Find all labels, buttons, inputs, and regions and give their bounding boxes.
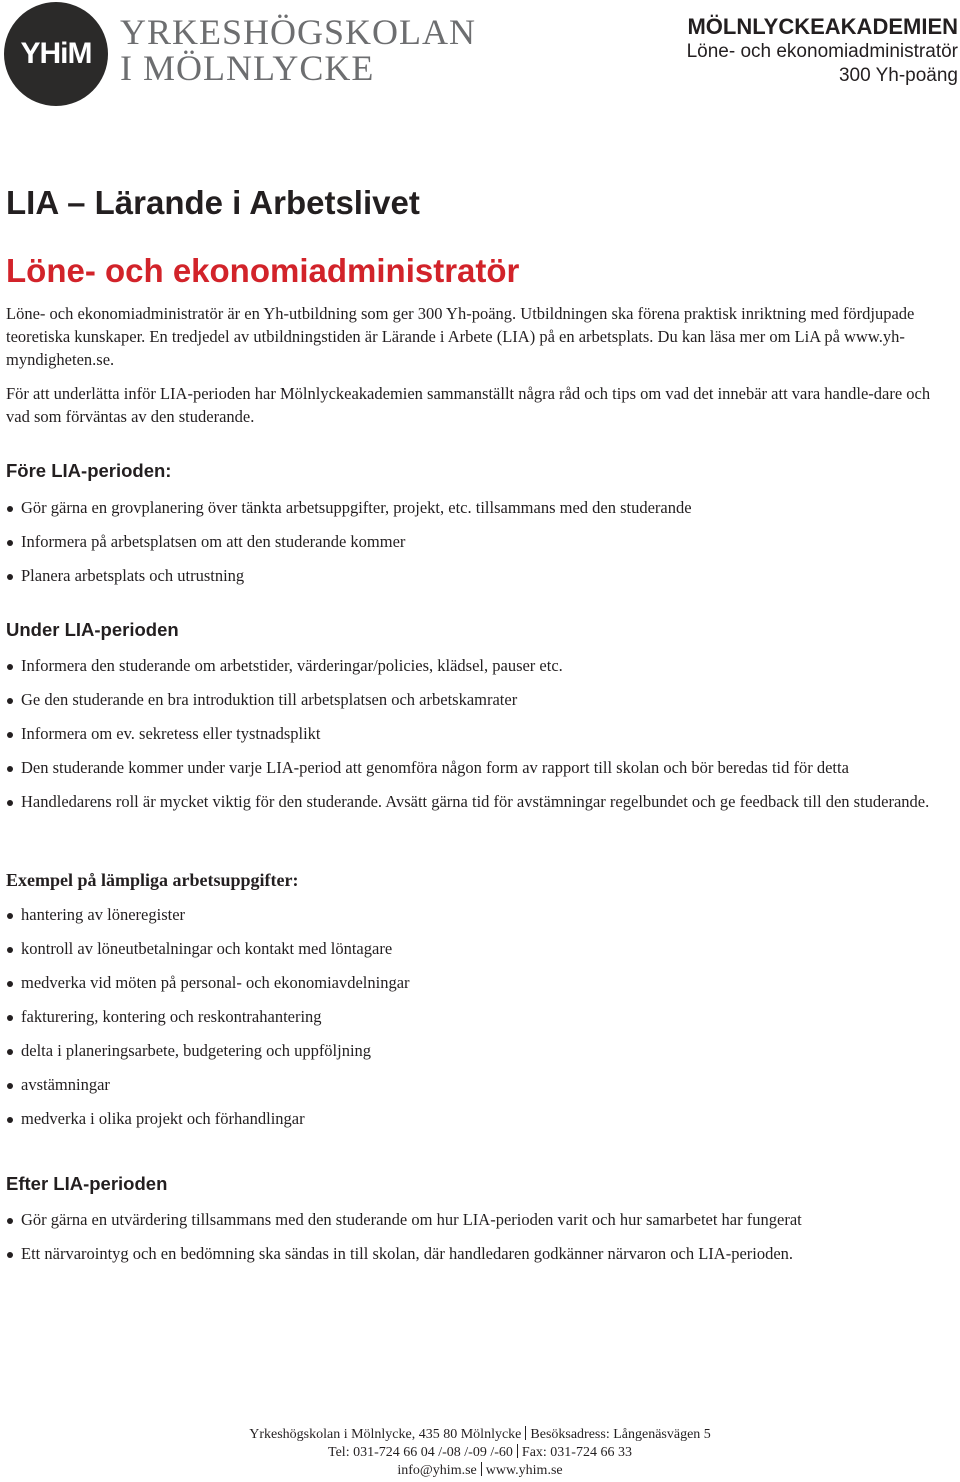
before-heading: Före LIA-perioden:: [6, 460, 172, 481]
footer-address: Yrkeshögskolan i Mölnlycke, 435 80 Mölnlycke: [249, 1427, 522, 1442]
footer-fax: Fax: 031-724 66 33: [521, 1445, 632, 1460]
footer-phone-line: [0, 1444, 960, 1462]
before-list: [6, 496, 950, 598]
footer-email-link[interactable]: info@yhim.se: [397, 1463, 477, 1478]
list-item: Ett närvarointyg och en bedömning ska sändas in till skolan, där handledaren godkänner närvaron och LIA-perioden.: [6, 1242, 950, 1265]
page-subtitle: Löne- och ekonomiadministratör: [6, 252, 520, 289]
footer-contact-line: [0, 1462, 960, 1480]
after-list: [6, 1208, 950, 1276]
program-points: 300 Yh-poäng: [838, 65, 958, 86]
examples-list: [6, 903, 950, 1141]
list-item: Informera om ev. sekretess eller tystnadsplikt: [6, 722, 950, 745]
footer-phone: Tel: 031-724 66 04 /-08 /-09 /-60: [328, 1445, 513, 1460]
school-logo: [4, 2, 494, 106]
org-name: MÖLNLYCKEAKADEMIEN: [687, 14, 958, 39]
footer-separator: [517, 1444, 518, 1458]
list-item: Gör gärna en grovplanering över tänkta arbetsuppgifter, projekt, etc. tillsammans med den studerande: [6, 496, 950, 519]
during-list: [6, 654, 950, 824]
page-title: LIA – Lärande i Arbetslivet: [6, 184, 420, 221]
footer-address-line: [0, 1426, 960, 1444]
footer: [0, 1426, 960, 1480]
list-item: hantering av löneregister: [6, 903, 950, 926]
list-item: avstämningar: [6, 1073, 950, 1096]
logo-badge: [4, 2, 108, 106]
intro-paragraph-2: För att underlätta inför LIA-perioden har Mölnlyckeakademien sammanställt några råd och tips om vad det innebär att vara handle-dare och vad som förväntas av den studerande.: [6, 384, 931, 426]
logo-line-1: YRKESHÖGSKOLAN: [120, 12, 477, 52]
list-item: Den studerande kommer under varje LIA-period att genomföra någon form av rapport till skolan och bör beredas tid för detta: [6, 756, 950, 779]
list-item: delta i planeringsarbete, budgetering och uppföljning: [6, 1039, 950, 1062]
after-heading: Efter LIA-perioden: [6, 1173, 168, 1194]
list-item: Informera på arbetsplatsen om att den studerande kommer: [6, 530, 950, 553]
footer-web-link[interactable]: www.yhim.se: [485, 1463, 563, 1478]
examples-heading: Exempel på lämpliga arbetsuppgifter:: [6, 870, 299, 890]
list-item: kontroll av löneutbetalningar och kontakt med löntagare: [6, 937, 950, 960]
footer-separator: [525, 1426, 526, 1440]
list-item: fakturering, kontering och reskontrahantering: [6, 1005, 950, 1028]
list-item: medverka i olika projekt och förhandlingar: [6, 1107, 950, 1130]
footer-visit-address: Besöksadress: Långenäsvägen 5: [530, 1427, 711, 1442]
logo-badge-text: YHiM: [20, 37, 92, 70]
intro-paragraph: Löne- och ekonomiadministratör är en Yh-utbildning som ger 300 Yh-poäng. Utbildningen ska förena praktisk inriktning med fördjupade teoretiska kunskaper. En tredjedel av utbildningstiden är Lärande i Arbete (LIA) på en arbetsplats. Du kan läsa mer om LiA på www.yh-myndigheten.se.: [6, 304, 915, 369]
list-item: Handledarens roll är mycket viktig för den studerande. Avsätt gärna tid för avstämningar regelbundet och ge feedback till den studerande.: [6, 790, 950, 813]
list-item: medverka vid möten på personal- och ekonomiavdelningar: [6, 971, 950, 994]
list-item: Ge den studerande en bra introduktion till arbetsplatsen och arbetskamrater: [6, 688, 950, 711]
logo-line-2: I MÖLNLYCKE: [120, 48, 375, 88]
list-item: Planera arbetsplats och utrustning: [6, 564, 950, 587]
header-info: [687, 14, 958, 88]
program-name: Löne- och ekonomiadministratör: [686, 41, 958, 62]
footer-separator: [481, 1462, 482, 1476]
during-heading: Under LIA-perioden: [6, 619, 179, 640]
list-item: Gör gärna en utvärdering tillsammans med den studerande om hur LIA-perioden varit och hur samarbetet har fungerat: [6, 1208, 950, 1231]
logo-wordmark: [120, 14, 476, 86]
list-item: Informera den studerande om arbetstider, värderingar/policies, klädsel, pauser etc.: [6, 654, 950, 677]
